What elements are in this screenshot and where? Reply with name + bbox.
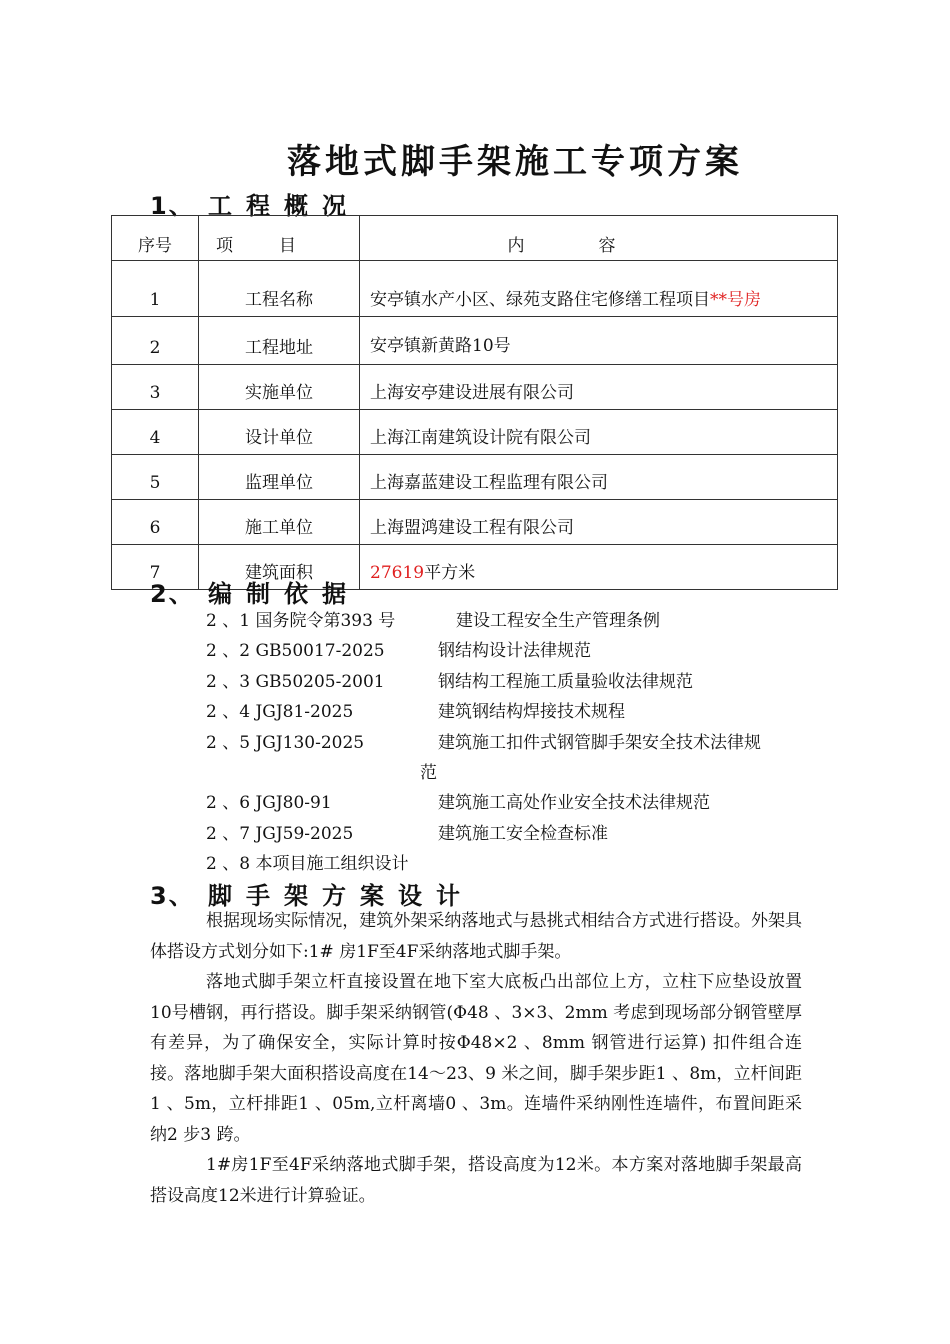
- list-item: [206, 636, 761, 666]
- list-item-continuation: [206, 758, 761, 788]
- table-row: [112, 365, 838, 410]
- basis-text: 建筑施工安全检查标准: [438, 823, 608, 844]
- row-content: 上海嘉蓝建设工程监理有限公司: [360, 455, 838, 500]
- row-item: 设计单位: [199, 410, 360, 455]
- basis-code: 2 、8 本项目施工组织设计: [206, 854, 409, 875]
- project-overview-table: [111, 215, 838, 590]
- section-number: 3、: [150, 882, 195, 910]
- design-paragraphs: [150, 906, 802, 1211]
- section-title: 脚手架方案设计: [208, 882, 474, 910]
- row-index: 6: [112, 500, 199, 545]
- paragraph: 根据现场实际情况，建筑外架采纳落地式与悬挑式相结合方式进行搭设。外架具体搭设方式划分如下:1# 房1F至4F采纳落地式脚手架。: [150, 911, 802, 962]
- table-header-row: [112, 216, 838, 261]
- basis-text: 钢结构工程施工质量验收法律规范: [438, 671, 693, 692]
- basis-code: 2 、5 JGJ130-2025: [206, 732, 365, 753]
- basis-text: 建筑钢结构焊接技术规程: [438, 702, 625, 723]
- row-index: 1: [112, 261, 199, 317]
- row-index: 2: [112, 317, 199, 365]
- basis-list: [206, 606, 761, 880]
- row-content: [360, 261, 838, 317]
- basis-code: 2 、4 JGJ81-2025: [206, 702, 354, 723]
- header-content: 内容: [360, 216, 838, 261]
- row-item: 工程名称: [199, 261, 360, 317]
- section-number: 2、: [150, 580, 195, 608]
- basis-text: 钢结构设计法律规范: [438, 641, 591, 662]
- list-item: [206, 606, 761, 636]
- basis-code: 2 、2 GB50017-2025: [206, 641, 385, 662]
- content-red-text: **号房: [710, 290, 761, 310]
- table-row: [112, 455, 838, 500]
- list-item: [206, 667, 761, 697]
- table-row: [112, 317, 838, 365]
- content-text: 安亭镇水产小区、绿苑支路住宅修缮工程项目: [370, 290, 710, 310]
- basis-code: 2 、1 国务院令第393 号: [206, 611, 396, 631]
- paragraph: 1#房1F至4F采纳落地式脚手架，搭设高度为12米。本方案对落地脚手架最高搭设高度12米进行计算验证。: [150, 1155, 802, 1206]
- page-title: 落地式脚手架施工专项方案: [287, 142, 743, 182]
- row-index: 3: [112, 365, 199, 410]
- section-number: 1、: [150, 192, 195, 220]
- table-row: [112, 261, 838, 317]
- list-item: [206, 819, 761, 849]
- basis-text: 建设工程安全生产管理条例: [456, 611, 660, 631]
- row-index: 5: [112, 455, 199, 500]
- row-index: 7: [112, 545, 199, 590]
- table-row: [112, 500, 838, 545]
- row-item: 建筑面积: [199, 545, 360, 590]
- content-red-text: 27619: [370, 563, 425, 583]
- header-item: 项目: [199, 216, 360, 261]
- list-item: [206, 697, 761, 727]
- list-item: [206, 788, 761, 818]
- row-content: 上海江南建筑设计院有限公司: [360, 410, 838, 455]
- section-title: 工程概况: [208, 192, 360, 220]
- row-content: [360, 545, 838, 590]
- row-content: 上海安亭建设进展有限公司: [360, 365, 838, 410]
- basis-code: 2 、3 GB50205-2001: [206, 671, 385, 692]
- row-item: 工程地址: [199, 317, 360, 365]
- section-2-heading: [150, 574, 360, 609]
- content-text: 平方米: [424, 563, 476, 583]
- row-item: 实施单位: [199, 365, 360, 410]
- row-index: 4: [112, 410, 199, 455]
- row-item: 施工单位: [199, 500, 360, 545]
- section-title: 编制依据: [208, 580, 360, 608]
- basis-text: 建筑施工高处作业安全技术法律规范: [438, 793, 710, 814]
- row-content: 安亭镇新黄路10号: [360, 317, 838, 365]
- basis-text-wrap: 范: [420, 763, 437, 784]
- basis-text: 建筑施工扣件式钢管脚手架安全技术法律规: [438, 732, 761, 753]
- basis-code: 2 、6 JGJ80-91: [206, 793, 332, 814]
- header-index: 序号: [112, 216, 199, 261]
- basis-code: 2 、7 JGJ59-2025: [206, 823, 354, 844]
- paragraph: 落地式脚手架立杆直接设置在地下室大底板凸出部位上方，立柱下应垫设放置10号槽钢，再行搭设。脚手架采纳钢管(Φ48 、3×3、2mm 考虑到现场部分钢管壁厚有差异，为了确保安全，实际计算时按Φ48×2 、8mm 钢管进行运算) 扣件组合连接。落地脚手架大面积搭设高度在14～23、9 米之间，脚手架步距1 、8m，立杆间距1 、5m，立杆排距1 、05m,立杆离墙0 、3m。连墙件采纳刚性连墙件，布置间距采纳2 步3 跨。: [150, 972, 802, 1145]
- list-item: [206, 728, 761, 758]
- row-content: 上海盟鸿建设工程有限公司: [360, 500, 838, 545]
- table-row: [112, 410, 838, 455]
- row-item: 监理单位: [199, 455, 360, 500]
